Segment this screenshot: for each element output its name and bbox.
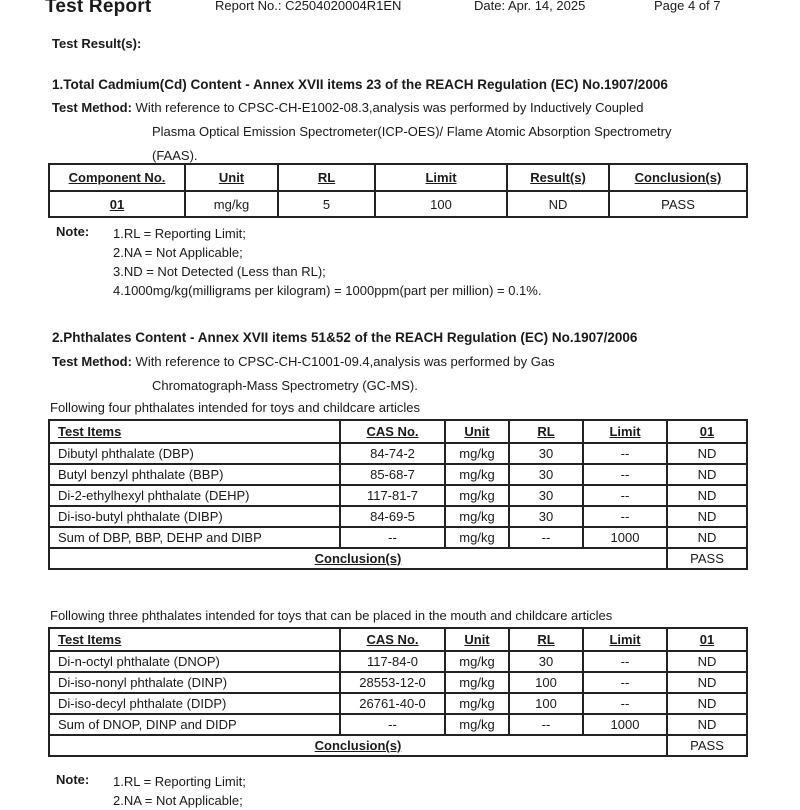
table-cell: ND xyxy=(667,672,747,693)
note-item: 2.NA = Not Applicable; xyxy=(113,793,243,808)
table-cell: Di-2-ethylhexyl phthalate (DEHP) xyxy=(49,485,340,506)
table-row xyxy=(49,651,747,672)
table-cell: -- xyxy=(583,672,667,693)
table-cell: mg/kg xyxy=(185,191,278,217)
table-row xyxy=(49,191,747,217)
table-cell: 100 xyxy=(375,191,507,217)
table-header-cell: Result(s) xyxy=(507,164,609,191)
table-cell: ND xyxy=(667,443,747,464)
table-cell: 01 xyxy=(49,191,185,217)
table-cell: mg/kg xyxy=(445,714,509,735)
table-row xyxy=(49,693,747,714)
table-row xyxy=(49,714,747,735)
table-cell: Di-n-octyl phthalate (DNOP) xyxy=(49,651,340,672)
table-cell: mg/kg xyxy=(445,485,509,506)
table-cell: 26761-40-0 xyxy=(340,693,445,714)
table-cell: 5 xyxy=(278,191,375,217)
table-header-row xyxy=(49,164,747,191)
table-cell: Di-iso-butyl phthalate (DIBP) xyxy=(49,506,340,527)
table-row xyxy=(49,464,747,485)
page-indicator: Page 4 of 7 xyxy=(654,0,721,13)
note-item: 3.ND = Not Detected (Less than RL); xyxy=(113,264,326,279)
table-header-cell: CAS No. xyxy=(340,628,445,651)
table-cell: -- xyxy=(583,485,667,506)
phthalates-table-a xyxy=(48,419,748,570)
test-results-heading: Test Result(s): xyxy=(52,36,142,51)
table-cell: -- xyxy=(583,506,667,527)
table-header-cell: CAS No. xyxy=(340,420,445,443)
table-cell: mg/kg xyxy=(445,672,509,693)
cadmium-results-table xyxy=(48,163,748,218)
section2-test-method-line2: Chromatograph-Mass Spectrometry (GC-MS). xyxy=(152,378,418,393)
test-method-text: With reference to CPSC-CH-C1001-09.4,analysis was performed by Gas xyxy=(135,354,555,369)
table-cell: ND xyxy=(667,527,747,548)
conclusion-value-cell: PASS xyxy=(667,735,747,756)
report-title: Test Report xyxy=(45,0,152,17)
table-cell: mg/kg xyxy=(445,506,509,527)
section1-test-method-line2: Plasma Optical Emission Spectrometer(ICP-OES)/ Flame Atomic Absorption Spectrometry xyxy=(152,124,672,139)
table-cell: 30 xyxy=(509,485,583,506)
table-cell: 100 xyxy=(509,693,583,714)
note-label: Note: xyxy=(56,772,90,787)
table-cell: Sum of DNOP, DINP and DIDP xyxy=(49,714,340,735)
table-cell: -- xyxy=(583,693,667,714)
test-method-text: With reference to CPSC-CH-E1002-08.3,analysis was performed by Inductively Coupled xyxy=(135,100,644,115)
table-cell: 30 xyxy=(509,506,583,527)
report-number: Report No.: C2504020004R1EN xyxy=(215,0,402,13)
table-cell: 84-69-5 xyxy=(340,506,445,527)
note-list xyxy=(113,772,246,810)
table-header-cell: RL xyxy=(509,628,583,651)
report-date: Date: Apr. 14, 2025 xyxy=(474,0,586,13)
table-cell: 100 xyxy=(509,672,583,693)
phthalates-table-b-caption: Following three phthalates intended for toys that can be placed in the mouth and childcare articles xyxy=(50,608,613,623)
note-label: Note: xyxy=(56,224,90,239)
table-cell: ND xyxy=(507,191,609,217)
table-cell: -- xyxy=(583,464,667,485)
table-row xyxy=(49,443,747,464)
note-item: 1.RL = Reporting Limit; xyxy=(113,226,246,241)
table-conclusion-row xyxy=(49,735,747,756)
table-header-cell: Limit xyxy=(375,164,507,191)
table-header-cell: 01 xyxy=(667,628,747,651)
table-cell: 85-68-7 xyxy=(340,464,445,485)
table-header-cell: Test Items xyxy=(49,628,340,651)
table-cell: -- xyxy=(340,527,445,548)
note-list xyxy=(113,224,541,300)
table-header-cell: Limit xyxy=(583,628,667,651)
table-cell: -- xyxy=(583,443,667,464)
test-method-label: Test Method: xyxy=(52,100,132,115)
table-cell: Di-iso-nonyl phthalate (DINP) xyxy=(49,672,340,693)
table-cell: 30 xyxy=(509,464,583,485)
table-cell: ND xyxy=(667,714,747,735)
table-cell: 28553-12-0 xyxy=(340,672,445,693)
table-header-cell: 01 xyxy=(667,420,747,443)
table-cell: -- xyxy=(509,714,583,735)
table-header-cell: RL xyxy=(509,420,583,443)
section1-test-method-line1 xyxy=(52,100,644,115)
table-header-row xyxy=(49,420,747,443)
conclusion-label-cell: Conclusion(s) xyxy=(49,735,667,756)
table-cell: 84-74-2 xyxy=(340,443,445,464)
table-cell: -- xyxy=(509,527,583,548)
table-header-cell: Component No. xyxy=(49,164,185,191)
table-cell: 1000 xyxy=(583,527,667,548)
section1-title: 1.Total Cadmium(Cd) Content - Annex XVII items 23 of the REACH Regulation (EC) No.1907/2006 xyxy=(52,77,668,92)
table-cell: ND xyxy=(667,506,747,527)
section2-test-method-line1 xyxy=(52,354,555,369)
table-conclusion-row xyxy=(49,548,747,569)
note-item: 1.RL = Reporting Limit; xyxy=(113,774,246,789)
table-cell: mg/kg xyxy=(445,443,509,464)
table-header-cell: Limit xyxy=(583,420,667,443)
table-cell: mg/kg xyxy=(445,693,509,714)
note-item: 4.1000mg/kg(milligrams per kilogram) = 1000ppm(part per million) = 0.1%. xyxy=(113,283,542,298)
phthalates-table-a-caption: Following four phthalates intended for toys and childcare articles xyxy=(50,400,420,415)
table-header-cell: Unit xyxy=(185,164,278,191)
table-cell: -- xyxy=(340,714,445,735)
table-row xyxy=(49,506,747,527)
table-cell: -- xyxy=(583,651,667,672)
section1-test-method-line3: (FAAS). xyxy=(152,148,198,163)
table-row xyxy=(49,527,747,548)
table-cell: 1000 xyxy=(583,714,667,735)
test-method-label: Test Method: xyxy=(52,354,132,369)
table-cell: 117-81-7 xyxy=(340,485,445,506)
table-header-cell: RL xyxy=(278,164,375,191)
phthalates-table-b xyxy=(48,627,748,757)
table-cell: Di-iso-decyl phthalate (DIDP) xyxy=(49,693,340,714)
table-cell: mg/kg xyxy=(445,527,509,548)
table-cell: ND xyxy=(667,485,747,506)
table-cell: mg/kg xyxy=(445,651,509,672)
note-item: 2.NA = Not Applicable; xyxy=(113,245,243,260)
table-cell: ND xyxy=(667,464,747,485)
table-header-cell: Unit xyxy=(445,420,509,443)
table-cell: 117-84-0 xyxy=(340,651,445,672)
conclusion-label-cell: Conclusion(s) xyxy=(49,548,667,569)
table-row xyxy=(49,485,747,506)
table-cell: ND xyxy=(667,693,747,714)
table-cell: ND xyxy=(667,651,747,672)
table-cell: PASS xyxy=(609,191,747,217)
table-cell: mg/kg xyxy=(445,464,509,485)
table-cell: 30 xyxy=(509,443,583,464)
section2-title: 2.Phthalates Content - Annex XVII items 51&52 of the REACH Regulation (EC) No.1907/2006 xyxy=(52,330,638,345)
table-cell: Dibutyl phthalate (DBP) xyxy=(49,443,340,464)
table-row xyxy=(49,672,747,693)
table-header-cell: Conclusion(s) xyxy=(609,164,747,191)
table-cell: Butyl benzyl phthalate (BBP) xyxy=(49,464,340,485)
table-header-row xyxy=(49,628,747,651)
table-cell: Sum of DBP, BBP, DEHP and DIBP xyxy=(49,527,340,548)
table-cell: 30 xyxy=(509,651,583,672)
conclusion-value-cell: PASS xyxy=(667,548,747,569)
table-header-cell: Unit xyxy=(445,628,509,651)
table-header-cell: Test Items xyxy=(49,420,340,443)
